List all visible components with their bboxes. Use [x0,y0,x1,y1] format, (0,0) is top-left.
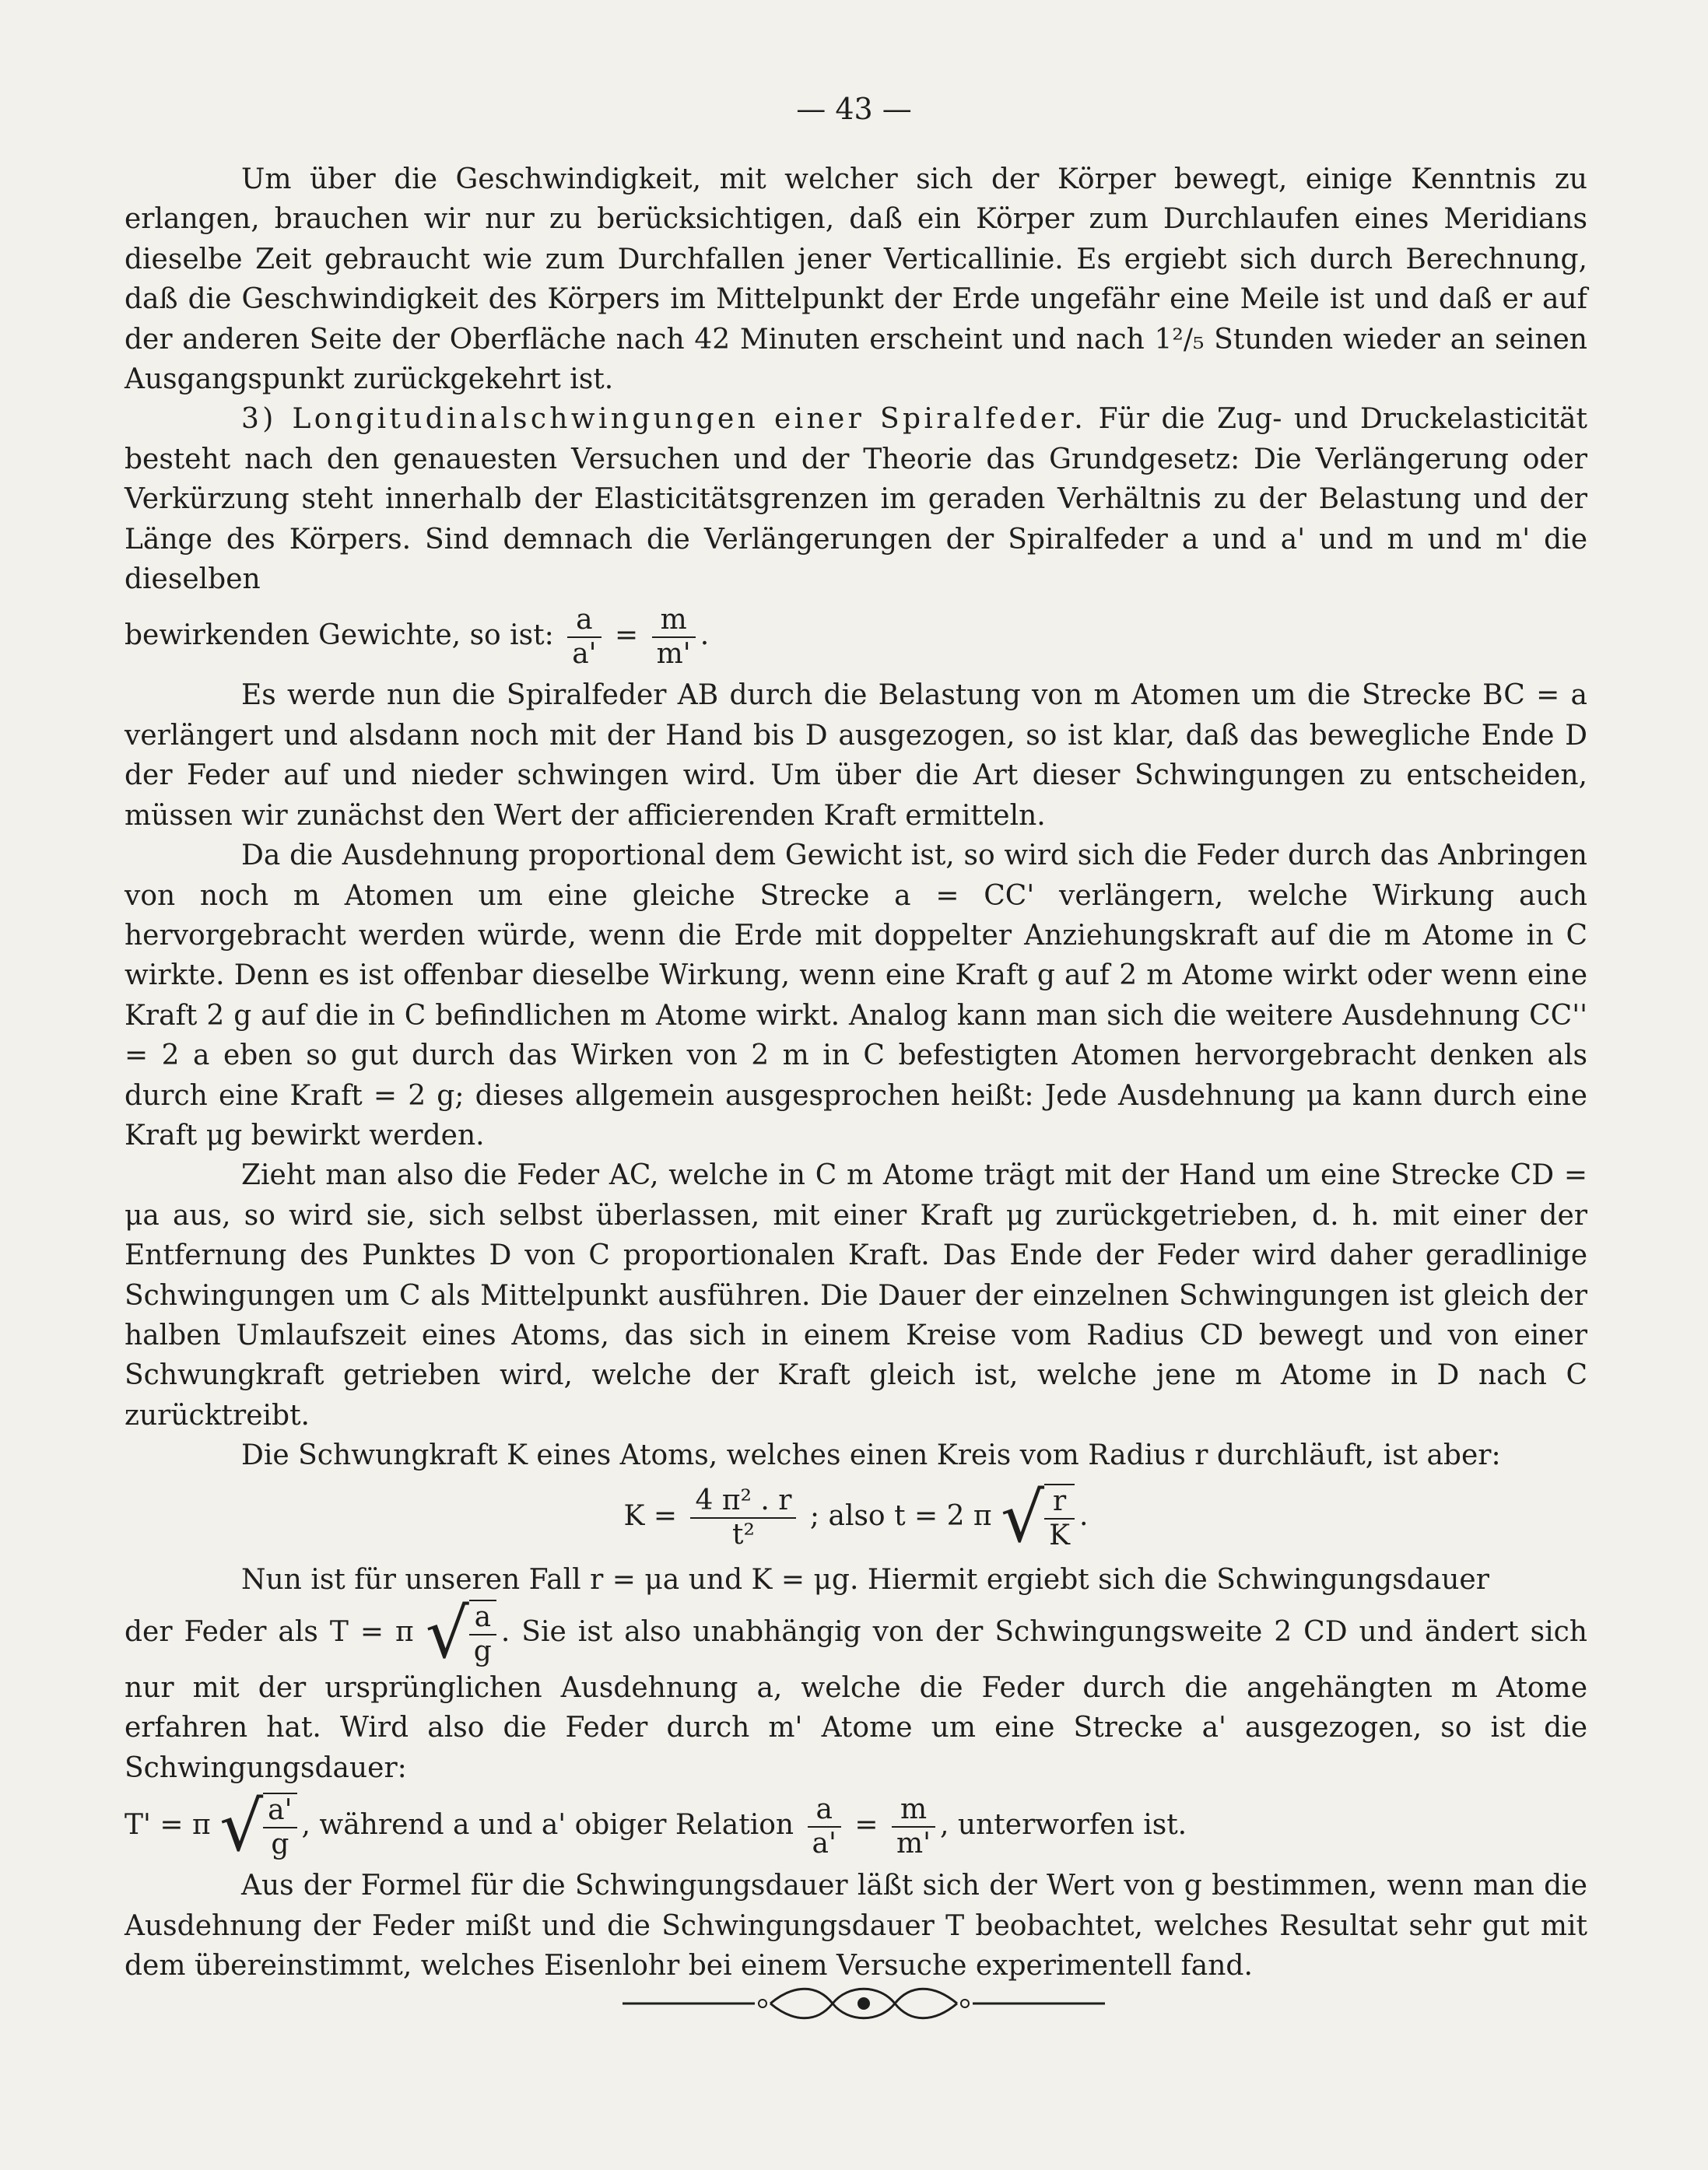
paragraph-period: Nun ist für unseren Fall r = μa und K = μg. Hiermit ergiebt sich die Schwingungsdauer [241,1563,1489,1596]
formula-T-prime: T' = π √ $\frac{a'}{g}$ , während a und a' obiger Relation $\frac{a}{a'}$ = $\frac{m}{m'}$ , unterworfen ist. [125,1786,1187,1867]
formula-lead: bewirkenden Gewichte, so ist: [125,619,554,652]
ornament-divider [623,1980,1105,2027]
paragraph-centrifugal: Die Schwungkraft K eines Atoms, welches einen Kreis vom Radius r durchläuft, ist aber: [241,1439,1501,1472]
formula-T: √ $\frac{a}{g}$ [426,1600,501,1668]
fraction-a: $\frac{a}{a'}$ [567,604,601,671]
fraction-m: $\frac{m}{m'}$ [652,604,696,671]
paragraph-text: Für die Zug- und Druckelasticität besteht nach den genauesten Versuchen und der Theorie das Grundgesetz: Die Verlängerung oder Verkürzung steht innerhalb der Elasticitätsgrenzen im geraden Verhältnis zu der Belastung und der Länge des Körpers. Sind demnach die Verlängerungen der Spiralfeder a und a' und m und m' die dieselben [125,403,1587,596]
formula-K: K = $\frac{\text{4 π² . r}}{\text{t²}}$ ; also t = 2 π √ $\frac{r}{K}$ . [623,1477,1089,1558]
paragraph-velocity: Um über die Geschwindigkeit, mit welcher sich der Körper bewegt, einige Kenntnis zu erlangen, brauchen wir nur zu berücksichtigen, daß ein Körper zum Durchlaufen eines Meridians dieselbe Zeit gebraucht wie zum Durchfallen jener Verticallinie. Es ergiebt sich durch Berechnung, daß die Geschwindigkeit des Körpers im Mittelpunkt der Erde ungefähr eine Meile ist und daß er auf der anderen Seite der Oberfläche nach 42 Minuten erscheint und nach 1²/₅ Stunden wieder an seinen Ausgangspunkt zurückgekehrt ist. [125,163,1587,396]
paragraph-spring-extension: Es werde nun die Spiralfeder AB durch die Belastung von m Atomen um die Strecke BC = a verlängert und alsdann noch mit der Hand bis D ausgezogen, so ist klar, daß das bewegliche Ende D der Feder auf und nieder schwingen wird. Um über die Art dieser Schwingungen zu entscheiden, müssen wir zunächst den Wert der afficierenden Kraft ermitteln. [125,679,1587,832]
paragraph-spiral-spring [125,399,1587,599]
section-heading: 3) Longitudinalschwingungen einer Spiralfeder. [241,403,1086,436]
body-text [125,160,1587,1986]
equals-sign: = [615,619,639,652]
paragraph-proportional: Da die Ausdehnung proportional dem Gewicht ist, so wird sich die Feder durch das Anbringen von noch m Atomen um eine gleiche Strecke a = CC' verlängern, welche Wirkung auch hervorgebracht werden würde, wenn die Erde mit doppelter Anziehungskraft auf die m Atome in C wirkte. Denn es ist offenbar dieselbe Wirkung, wenn eine Kraft g auf 2 m Atome wirkt oder wenn eine Kraft 2 g auf die in C befindlichen m Atome wirkt. Analog kann man sich die weitere Ausdehnung CC'' = 2 a eben so gut durch das Wirken von 2 m in C befestigten Atomen hervorgebracht denken als durch eine Kraft = 2 g; dieses allgemein ausgesprochen heißt: Jede Ausdehnung μa kann durch eine Kraft μg bewirkt werden. [125,840,1587,1152]
paragraph-oscillation: Zieht man also die Feder AC, welche in C m Atome trägt mit der Hand um eine Strecke CD = μa aus, so wird sie, sich selbst überlassen, mit einer Kraft μg zurückgetrieben, d. h. mit einer der Entfernung des Punktes D von C proportionalen Kraft. Das Ende der Feder wird daher geradlinige Schwingungen um C als Mittelpunkt ausführen. Die Dauer der einzelnen Schwingungen ist gleich der halben Umlaufszeit eines Atoms, das sich in einem Kreise vom Radius CD bewegt und von einer Schwungkraft getrieben wird, welche der Kraft gleich ist, welche jene m Atome in D nach C zurücktreibt. [125,1159,1587,1432]
formula-line-1: bewirkenden Gewichte, so ist: $\frac{a}{a'}$ = $\frac{m}{m'}$ . [125,604,710,671]
page-number: — 43 — [796,92,912,126]
paragraph-conclusion: Aus der Formel für die Schwingungsdauer läßt sich der Wert von g bestimmen, wenn man die Ausdehnung der Feder mißt und die Schwingungsdauer T beobachtet, welches Resultat sehr gut mit dem übereinstimmt, welches Eisenlohr bei einem Versuche experimentell fand. [125,1870,1587,1982]
paragraph-period-cont: der Feder als T = π √ $\frac{a}{g}$ . Sie ist also unabhängig von der Schwingungsweite 2 CD und ändert sich nur mit der ursprünglichen Ausdehnung a, welche die Feder durch die angehängten m Atome erfahren hat. Wird also die Feder durch m' Atome um eine Strecke a' ausgezogen, so ist die Schwingungsdauer: [125,1593,1587,1784]
